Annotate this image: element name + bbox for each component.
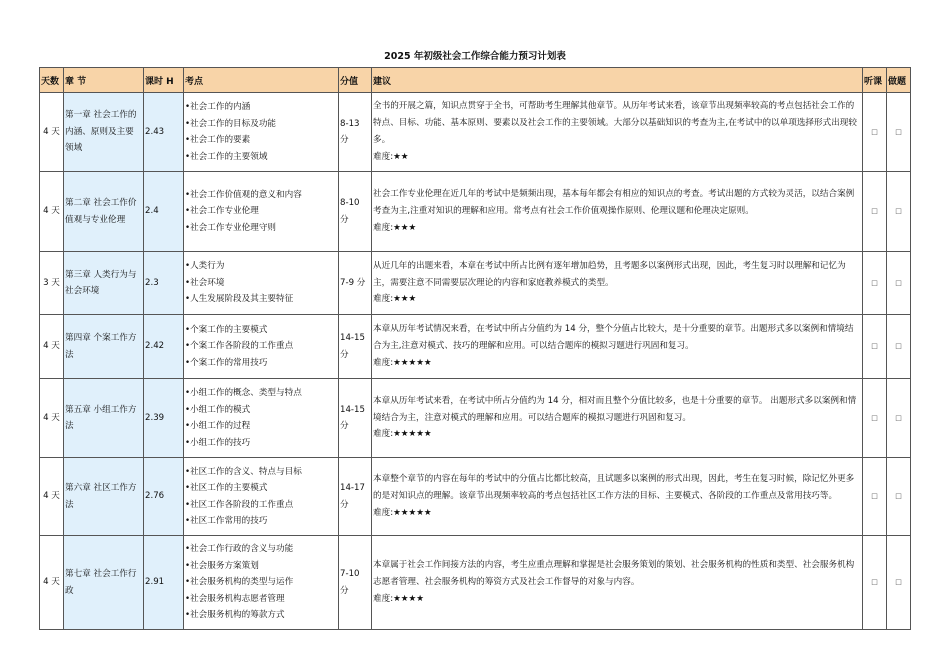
exam-point: •社会服务方案策划 bbox=[185, 560, 259, 571]
table-row bbox=[40, 536, 911, 630]
advice-text: 本章从历年考试来看，在考试中所占分值约为 14 分，相对而且整个分值比较多，也是十分重要的章节。 出题形式多以案例和情境结合为主，注意对模式的理解和应用。可以结合题库的模拟习题进行巩固和复习。 bbox=[373, 395, 857, 423]
table-row bbox=[40, 379, 911, 458]
points-cell bbox=[184, 536, 339, 630]
exam-point: •社会工作的主要领域 bbox=[185, 151, 268, 162]
listen-checkbox[interactable]: □ bbox=[863, 252, 887, 315]
exam-point: •小组工作的过程 bbox=[185, 421, 251, 431]
header-score: 分值 bbox=[339, 68, 372, 93]
days-cell: 4 天 bbox=[40, 379, 64, 458]
listen-checkbox[interactable]: □ bbox=[863, 458, 887, 536]
points-cell bbox=[184, 93, 339, 172]
score-cell: 8-10 分 bbox=[339, 172, 372, 252]
advice-cell bbox=[372, 379, 863, 458]
chapter-cell: 第三章 人类行为与社会环境 bbox=[64, 252, 144, 315]
difficulty-rating: 难度:★★★ bbox=[373, 222, 417, 233]
listen-checkbox[interactable]: □ bbox=[863, 93, 887, 172]
exam-point: •人生发展阶段及其主要特征 bbox=[185, 294, 294, 305]
header-advice: 建议 bbox=[372, 68, 863, 93]
practice-checkbox[interactable]: □ bbox=[887, 252, 911, 315]
chapter-cell: 第五章 小组工作方法 bbox=[64, 379, 144, 458]
table-row bbox=[40, 93, 911, 172]
points-cell bbox=[184, 252, 339, 315]
advice-text: 本章属于社会工作间接方法的内容，考生应重点理解和掌握是社会服务策划的策划、社会服务机构的性质和类型、社会服务机构志愿者管理、社会服务机构的筹资方式及社会工作督导的对象与内容。 bbox=[373, 560, 855, 588]
exam-point: •人类行为 bbox=[185, 261, 225, 272]
points-cell bbox=[184, 458, 339, 536]
points-cell bbox=[184, 172, 339, 252]
points-cell bbox=[184, 379, 339, 458]
days-cell: 4 天 bbox=[40, 458, 64, 536]
exam-point: •社区工作的主要模式 bbox=[185, 483, 268, 493]
exam-point: •社会工作的目标及功能 bbox=[185, 118, 277, 129]
advice-cell bbox=[372, 536, 863, 630]
difficulty-rating: 难度:★★★ bbox=[373, 294, 417, 305]
header-row bbox=[40, 68, 911, 93]
advice-text: 从近几年的出题来看，本章在考试中所占比例有逐年增加趋势，且考题多以案例形式出现，因此，考生复习时以理解和记忆为主，需要注意不同需要层次理论的内容和家庭教养模式的类型。 bbox=[373, 260, 846, 288]
exam-point: •小组工作的概念、类型与特点 bbox=[185, 388, 302, 398]
hours-cell: 2.39 bbox=[144, 379, 184, 458]
exam-point: •小组工作的技巧 bbox=[185, 437, 251, 448]
hours-cell: 2.42 bbox=[144, 315, 184, 379]
exam-point: •个案工作的常用技巧 bbox=[185, 357, 268, 368]
score-cell: 14-17 分 bbox=[339, 458, 372, 536]
exam-point: •社会工作的要素 bbox=[185, 135, 251, 145]
advice-cell bbox=[372, 315, 863, 379]
advice-cell bbox=[372, 458, 863, 536]
exam-point: •社区工作各阶段的工作重点 bbox=[185, 499, 294, 510]
table-row bbox=[40, 315, 911, 379]
difficulty-rating: 难度:★★★★★ bbox=[373, 507, 432, 518]
header-listen: 听课 bbox=[863, 68, 887, 93]
exam-point: •社会工作专业伦理 bbox=[185, 206, 259, 217]
hours-cell: 2.91 bbox=[144, 536, 184, 630]
score-cell: 8-13 分 bbox=[339, 93, 372, 172]
points-cell bbox=[184, 315, 339, 379]
chapter-cell: 第七章 社会工作行政 bbox=[64, 536, 144, 630]
study-plan-table bbox=[39, 67, 911, 630]
days-cell: 4 天 bbox=[40, 172, 64, 252]
advice-text: 本章整个章节的内容在每年的考试中的分值占比都比较高，且试题多以案例的形式出现，因此，考生在复习时候，除记忆外更多的是对知识点的理解。该章节出现频率较高的考点包括社区工作方法的目标、主要模式、各阶段的工作重点及常用技巧等。 bbox=[373, 474, 855, 502]
table-row bbox=[40, 172, 911, 252]
exam-point: •个案工作的主要模式 bbox=[185, 324, 268, 335]
header-points: 考点 bbox=[184, 68, 339, 93]
practice-checkbox[interactable]: □ bbox=[887, 315, 911, 379]
hours-cell: 2.43 bbox=[144, 93, 184, 172]
practice-checkbox[interactable]: □ bbox=[887, 379, 911, 458]
listen-checkbox[interactable]: □ bbox=[863, 536, 887, 630]
hours-cell: 2.4 bbox=[144, 172, 184, 252]
exam-point: •社会工作行政的含义与功能 bbox=[185, 544, 294, 555]
table-row bbox=[40, 252, 911, 315]
score-cell: 14-15 分 bbox=[339, 379, 372, 458]
practice-checkbox[interactable]: □ bbox=[887, 458, 911, 536]
advice-cell bbox=[372, 93, 863, 172]
exam-point: •社会服务机构的筹款方式 bbox=[185, 610, 285, 621]
practice-checkbox[interactable]: □ bbox=[887, 536, 911, 630]
exam-point: •社会服务机构志愿者管理 bbox=[185, 593, 285, 604]
difficulty-rating: 难度:★★★★★ bbox=[373, 357, 432, 368]
chapter-cell: 第二章 社会工作价值观与专业伦理 bbox=[64, 172, 144, 252]
chapter-cell: 第一章 社会工作的内涵、原则及主要领域 bbox=[64, 93, 144, 172]
chapter-cell: 第四章 个案工作方法 bbox=[64, 315, 144, 379]
header-hours: 课时 H bbox=[144, 68, 184, 93]
exam-point: •社会环境 bbox=[185, 277, 225, 288]
difficulty-rating: 难度:★★★★★ bbox=[373, 429, 432, 440]
table-row bbox=[40, 458, 911, 536]
exam-point: •社会工作价值观的意义和内容 bbox=[185, 189, 302, 200]
exam-point: •社会工作的内涵 bbox=[185, 102, 251, 112]
exam-point: •社区工作的含义、特点与目标 bbox=[185, 466, 302, 477]
score-cell: 14-15 分 bbox=[339, 315, 372, 379]
exam-point: •小组工作的模式 bbox=[185, 404, 251, 415]
chapter-cell: 第六章 社区工作方法 bbox=[64, 458, 144, 536]
advice-cell bbox=[372, 252, 863, 315]
days-cell: 4 天 bbox=[40, 536, 64, 630]
days-cell: 4 天 bbox=[40, 93, 64, 172]
header-practice: 做题 bbox=[887, 68, 911, 93]
difficulty-rating: 难度:★★★★ bbox=[373, 593, 424, 604]
practice-checkbox[interactable]: □ bbox=[887, 172, 911, 252]
advice-text: 社会工作专业伦理在近几年的考试中是频频出现，基本每年都会有相应的知识点的考查。考试出题的方式较为灵活，以结合案例考查为主,注重对知识的理解和应用。常考点有社会工作价值观操作原则、伦理议题和伦理决定原则。 bbox=[373, 189, 855, 217]
exam-point: •社会服务机构的类型与运作 bbox=[185, 577, 294, 588]
listen-checkbox[interactable]: □ bbox=[863, 172, 887, 252]
advice-text: 全书的开展之篇，知识点贯穿于全书，可帮助考生理解其他章节。从历年考试来看，该章节出现频率较高的考点包括社会工作的特点、目标、功能、基本原则、要素以及社会工作的主要领域。大部分以基础知识的考查为主,在考试中的以单项选择形式出现较多。 bbox=[373, 101, 857, 145]
score-cell: 7-9 分 bbox=[339, 252, 372, 315]
days-cell: 4 天 bbox=[40, 315, 64, 379]
score-cell: 7-10 分 bbox=[339, 536, 372, 630]
exam-point: •社区工作常用的技巧 bbox=[185, 516, 268, 526]
hours-cell: 2.3 bbox=[144, 252, 184, 315]
listen-checkbox[interactable]: □ bbox=[863, 379, 887, 458]
header-chapter: 章 节 bbox=[64, 68, 144, 93]
page-title: 2025 年初级社会工作综合能力预习计划表 bbox=[384, 51, 566, 62]
hours-cell: 2.76 bbox=[144, 458, 184, 536]
listen-checkbox[interactable]: □ bbox=[863, 315, 887, 379]
exam-point: •社会工作专业伦理守则 bbox=[185, 222, 277, 233]
difficulty-rating: 难度:★★ bbox=[373, 151, 409, 162]
advice-text: 本章从历年考试情况来看，在考试中所占分值约为 14 分，整个分值占比较大，是十分重要的章节。出题形式多以案例和情境结合为主,注意对模式、技巧的理解和应用。可以结合题库的模拟习题进行巩固和复习。 bbox=[373, 324, 854, 352]
header-days: 天数 bbox=[40, 68, 64, 93]
exam-point: •个案工作各阶段的工作重点 bbox=[185, 341, 294, 352]
practice-checkbox[interactable]: □ bbox=[887, 93, 911, 172]
advice-cell bbox=[372, 172, 863, 252]
days-cell: 3 天 bbox=[40, 252, 64, 315]
